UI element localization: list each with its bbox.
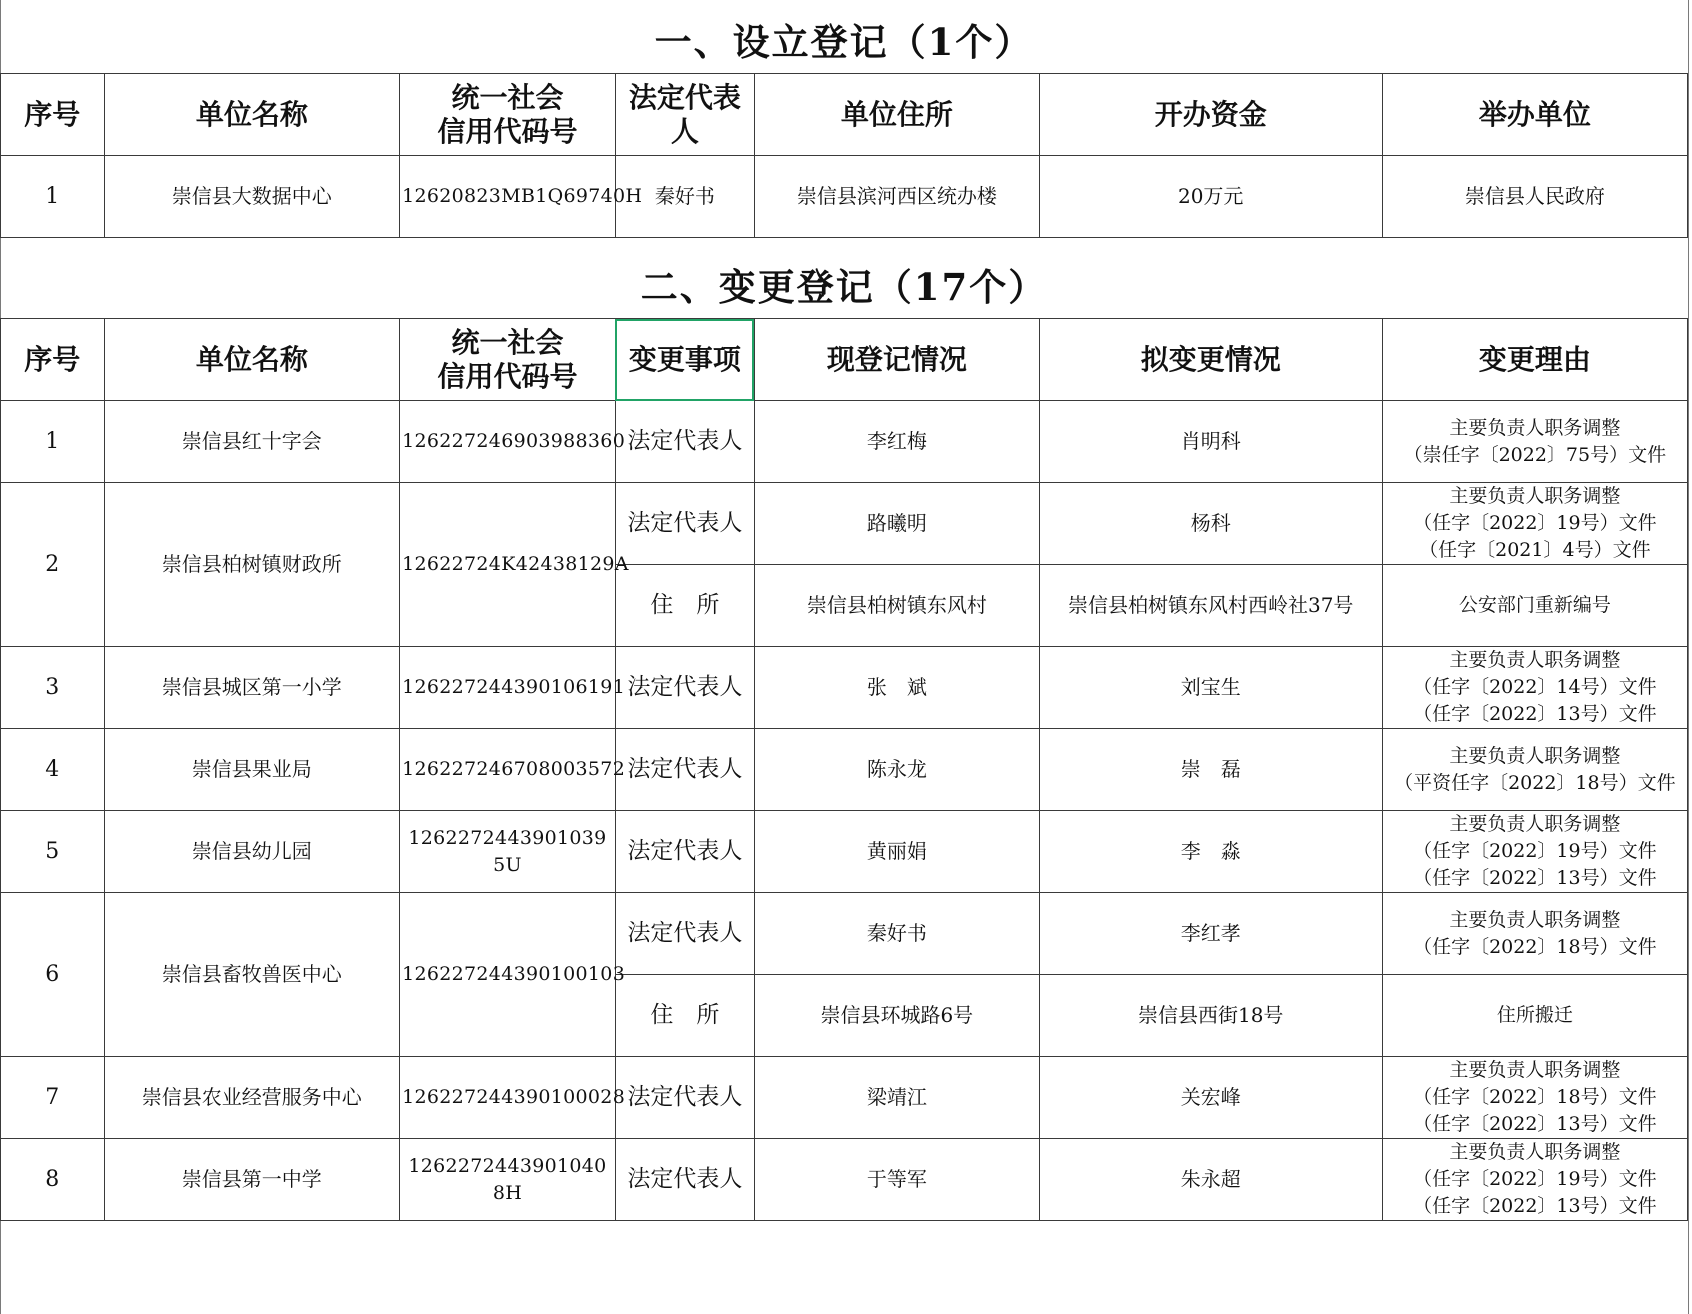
current-cell[interactable]: 崇信县柏树镇东风村 bbox=[754, 565, 1039, 647]
code-cell[interactable]: 12622724K42438129A bbox=[400, 483, 616, 647]
table-row bbox=[1, 156, 1688, 238]
table-row bbox=[1, 811, 1688, 893]
sponsor-cell[interactable]: 崇信县人民政府 bbox=[1382, 156, 1687, 238]
current-cell[interactable]: 秦好书 bbox=[754, 893, 1039, 975]
seq-cell[interactable]: 6 bbox=[1, 893, 105, 1057]
seq-cell[interactable]: 1 bbox=[1, 156, 105, 238]
header-cell[interactable] bbox=[400, 319, 616, 401]
proposed-cell[interactable]: 李红孝 bbox=[1039, 893, 1382, 975]
change-item-cell[interactable]: 法定代表人 bbox=[615, 401, 754, 483]
code-cell[interactable]: 126227246903988360 bbox=[400, 401, 616, 483]
reason-text: 主要负责人职务调整 （任字〔2022〕18号）文件 bbox=[1413, 908, 1657, 958]
code-cell[interactable]: 126227246708003572 bbox=[400, 729, 616, 811]
proposed-cell[interactable]: 关宏峰 bbox=[1039, 1057, 1382, 1139]
proposed-cell[interactable]: 崇信县西街18号 bbox=[1039, 975, 1382, 1057]
reason-cell[interactable] bbox=[1382, 729, 1687, 811]
seq-cell[interactable]: 4 bbox=[1, 729, 105, 811]
reason-text: 主要负责人职务调整 （崇任字〔2022〕75号）文件 bbox=[1403, 416, 1667, 466]
header-cell[interactable]: 单位名称 bbox=[104, 74, 400, 156]
reason-cell[interactable] bbox=[1382, 893, 1687, 975]
header-text: 统一社会 信用代码号 bbox=[437, 325, 578, 393]
reason-cell[interactable] bbox=[1382, 975, 1687, 1057]
header-cell[interactable]: 单位名称 bbox=[104, 319, 400, 401]
header-cell[interactable]: 开办资金 bbox=[1039, 74, 1382, 156]
table-row bbox=[1, 1139, 1688, 1221]
registration-table bbox=[0, 73, 1688, 238]
name-cell[interactable]: 崇信县畜牧兽医中心 bbox=[104, 893, 400, 1057]
name-cell[interactable]: 崇信县农业经营服务中心 bbox=[104, 1057, 400, 1139]
table-row bbox=[1, 893, 1688, 975]
name-cell[interactable]: 崇信县红十字会 bbox=[104, 401, 400, 483]
header-cell[interactable] bbox=[615, 74, 754, 156]
reason-text: 主要负责人职务调整 （任字〔2022〕14号）文件 （任字〔2022〕13号）文件 bbox=[1413, 649, 1657, 725]
header-cell[interactable]: 单位住所 bbox=[754, 74, 1039, 156]
reason-cell[interactable] bbox=[1382, 1139, 1687, 1221]
funds-cell[interactable]: 20万元 bbox=[1039, 156, 1382, 238]
current-cell[interactable]: 黄丽娟 bbox=[754, 811, 1039, 893]
table-header-row bbox=[1, 74, 1688, 156]
proposed-cell[interactable]: 李 淼 bbox=[1039, 811, 1382, 893]
name-cell[interactable]: 崇信县第一中学 bbox=[104, 1139, 400, 1221]
proposed-cell[interactable]: 刘宝生 bbox=[1039, 647, 1382, 729]
current-cell[interactable]: 路曦明 bbox=[754, 483, 1039, 565]
proposed-cell[interactable]: 崇信县柏树镇东风村西岭社37号 bbox=[1039, 565, 1382, 647]
current-cell[interactable]: 崇信县环城路6号 bbox=[754, 975, 1039, 1057]
name-cell[interactable]: 崇信县大数据中心 bbox=[104, 156, 400, 238]
current-cell[interactable]: 于等军 bbox=[754, 1139, 1039, 1221]
change-table-body bbox=[1, 401, 1688, 1221]
reason-cell[interactable] bbox=[1382, 647, 1687, 729]
section1-title: 一、设立登记（1个） bbox=[654, 20, 1034, 64]
sheet-right-border bbox=[1688, 0, 1689, 1314]
seq-cell[interactable]: 3 bbox=[1, 647, 105, 729]
change-item-cell[interactable]: 法定代表人 bbox=[615, 1139, 754, 1221]
reason-cell[interactable] bbox=[1382, 401, 1687, 483]
change-item-cell[interactable]: 住 所 bbox=[615, 975, 754, 1057]
code-cell[interactable]: 12620823MB1Q69740H bbox=[400, 156, 616, 238]
seq-cell[interactable]: 2 bbox=[1, 483, 105, 647]
header-cell[interactable] bbox=[400, 74, 616, 156]
table-row bbox=[1, 1057, 1688, 1139]
seq-cell[interactable]: 8 bbox=[1, 1139, 105, 1221]
table-row bbox=[1, 483, 1688, 565]
change-item-cell[interactable]: 法定代表人 bbox=[615, 1057, 754, 1139]
rep-cell[interactable]: 秦好书 bbox=[615, 156, 754, 238]
header-cell[interactable]: 现登记情况 bbox=[754, 319, 1039, 401]
current-cell[interactable]: 李红梅 bbox=[754, 401, 1039, 483]
header-cell[interactable]: 拟变更情况 bbox=[1039, 319, 1382, 401]
reason-text: 公安部门重新编号 bbox=[1458, 594, 1611, 616]
header-cell[interactable]: 举办单位 bbox=[1382, 74, 1687, 156]
header-cell[interactable]: 变更理由 bbox=[1382, 319, 1687, 401]
reason-text: 主要负责人职务调整 （任字〔2022〕19号）文件 （任字〔2022〕13号）文件 bbox=[1413, 813, 1657, 889]
reason-text: 住所搬迁 bbox=[1496, 1004, 1573, 1026]
change-item-cell[interactable]: 住 所 bbox=[615, 565, 754, 647]
table-header-row bbox=[1, 319, 1688, 401]
reason-cell[interactable] bbox=[1382, 565, 1687, 647]
header-cell[interactable]: 序号 bbox=[1, 74, 105, 156]
reason-text: 主要负责人职务调整 （任字〔2022〕19号）文件 （任字〔2022〕13号）文件 bbox=[1413, 1141, 1657, 1217]
name-cell[interactable]: 崇信县果业局 bbox=[104, 729, 400, 811]
header-text: 法定代表 人 bbox=[628, 80, 741, 148]
change-item-cell[interactable]: 法定代表人 bbox=[615, 893, 754, 975]
proposed-cell[interactable]: 杨科 bbox=[1039, 483, 1382, 565]
reason-text: 主要负责人职务调整 （任字〔2022〕18号）文件 （任字〔2022〕13号）文件 bbox=[1413, 1059, 1657, 1135]
proposed-cell[interactable]: 朱永超 bbox=[1039, 1139, 1382, 1221]
proposed-cell[interactable]: 崇 磊 bbox=[1039, 729, 1382, 811]
seq-cell[interactable]: 5 bbox=[1, 811, 105, 893]
header-text: 统一社会 信用代码号 bbox=[437, 80, 578, 148]
code-cell[interactable]: 126227244390106191 bbox=[400, 647, 616, 729]
reason-text: 主要负责人职务调整 （任字〔2022〕19号）文件 （任字〔2021〕4号）文件 bbox=[1413, 485, 1657, 561]
table-row bbox=[1, 647, 1688, 729]
proposed-cell[interactable]: 肖明科 bbox=[1039, 401, 1382, 483]
current-cell[interactable]: 梁靖江 bbox=[754, 1057, 1039, 1139]
reason-cell[interactable] bbox=[1382, 483, 1687, 565]
current-cell[interactable]: 张 斌 bbox=[754, 647, 1039, 729]
selected-header-cell[interactable]: 变更事项 bbox=[615, 319, 754, 401]
address-cell[interactable]: 崇信县滨河西区统办楼 bbox=[754, 156, 1039, 238]
name-cell[interactable]: 崇信县幼儿园 bbox=[104, 811, 400, 893]
name-cell[interactable]: 崇信县柏树镇财政所 bbox=[104, 483, 400, 647]
header-cell[interactable]: 序号 bbox=[1, 319, 105, 401]
change-table bbox=[0, 318, 1688, 1221]
code-cell[interactable]: 1262272443901040 8H bbox=[400, 1139, 616, 1221]
code-cell[interactable]: 1262272443901039 5U bbox=[400, 811, 616, 893]
table-row bbox=[1, 729, 1688, 811]
reason-cell[interactable] bbox=[1382, 1057, 1687, 1139]
change-item-cell[interactable]: 法定代表人 bbox=[615, 483, 754, 565]
current-cell[interactable]: 陈永龙 bbox=[754, 729, 1039, 811]
section2-title: 二、变更登记（17个） bbox=[640, 265, 1048, 309]
seq-cell[interactable]: 1 bbox=[1, 401, 105, 483]
name-cell[interactable]: 崇信县城区第一小学 bbox=[104, 647, 400, 729]
reason-cell[interactable] bbox=[1382, 811, 1687, 893]
reason-text: 主要负责人职务调整 （平资任字〔2022〕18号）文件 bbox=[1394, 744, 1676, 794]
table-row bbox=[1, 401, 1688, 483]
code-cell[interactable]: 126227244390100103 bbox=[400, 893, 616, 1057]
seq-cell[interactable]: 7 bbox=[1, 1057, 105, 1139]
change-item-cell[interactable]: 法定代表人 bbox=[615, 811, 754, 893]
change-item-cell[interactable]: 法定代表人 bbox=[615, 647, 754, 729]
change-item-cell[interactable]: 法定代表人 bbox=[615, 729, 754, 811]
code-cell[interactable]: 126227244390100028 bbox=[400, 1057, 616, 1139]
